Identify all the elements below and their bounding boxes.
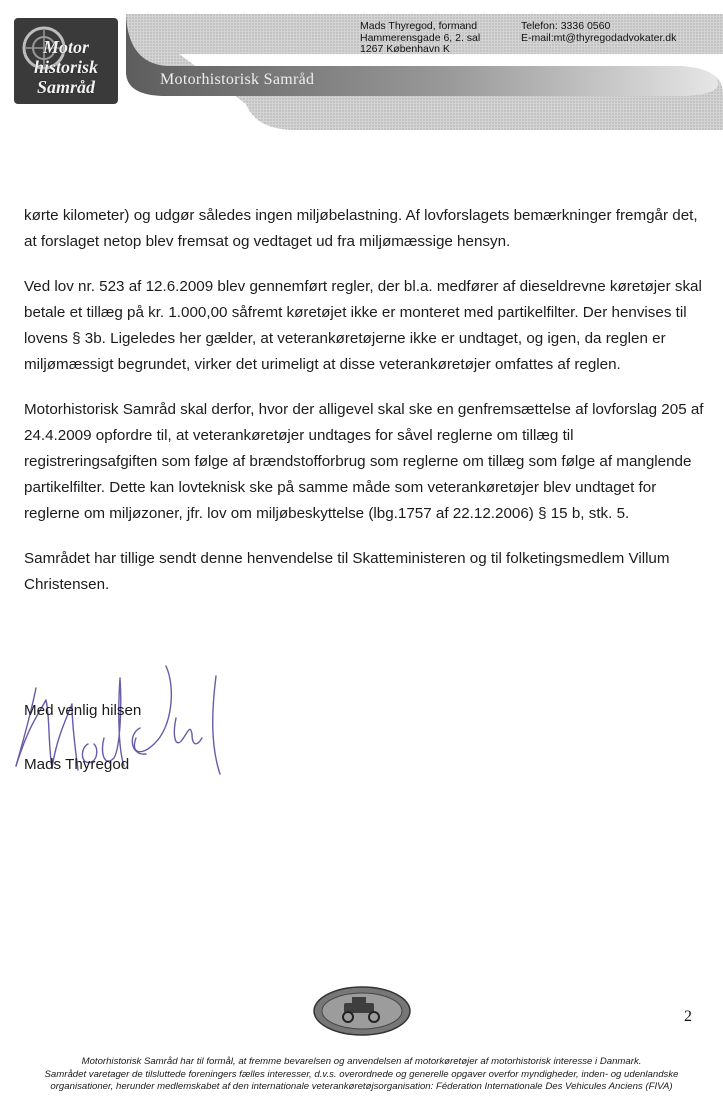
paragraph-2: Ved lov nr. 523 af 12.6.2009 blev gennemført regler, der bl.a. medfører af dieseldrevne køretøjer skal betale et tillæg på kr. 1.000,00 såfremt køretøjet ikke er monteret med partikelfilter. Der henvises til lovens § 3b. Ligeledes her gælder, at veterankøretøjerne ikke er undtaget, og igen, da reglen er miljømæssigt begrundet, virker det urimeligt at disse veterankøretøjer omfattes af reglen. bbox=[24, 278, 702, 373]
logo-text-line-3: Samråd bbox=[36, 77, 96, 97]
contact-address-block bbox=[360, 21, 480, 56]
closing-salutation: Med venlig hilsen bbox=[24, 702, 142, 719]
banner-title: Motorhistorisk Samråd bbox=[160, 71, 315, 88]
paragraph-4: Samrådet har tillige sendt denne henvendelse til Skatteministeren og til folketingsmedlem Villum Christensen. bbox=[24, 550, 670, 593]
footer-line-1: Motorhistorisk Samråd har til formål, at fremme bevarelsen og anvendelsen af motorkøretøjer af motorhistorisk interesse i Danmark. bbox=[81, 1056, 642, 1067]
signer-name: Mads Thyregod bbox=[24, 756, 130, 773]
paragraph-1: kørte kilometer) og udgør således ingen miljøbelastning. Af lovforslagets bemærkninger fremgår det, at forslaget netop blev fremsat og vedtaget ud fra miljømæssige hensyn. bbox=[24, 207, 698, 250]
footer-statement bbox=[20, 1056, 703, 1094]
contact-street: Hammerensgade 6, 2. sal bbox=[360, 31, 481, 44]
logo-text-line-2: historisk bbox=[33, 57, 99, 77]
contact-phone-block bbox=[521, 21, 676, 44]
paragraph-3: Motorhistorisk Samråd skal derfor, hvor der alligevel skal ske en genfremsættelse af lovforslag 205 af 24.4.2009 opfordre til, at veterankøretøjer undtages for såvel reglerne om tillæg til registreringsafgiften som følge af brændstofforbrug som reglerne om tillæg som følge af manglende partikelfilter. Dette kan lovteknisk ske på samme måde som veterankøretøjer blev undtaget for reglerne om miljøzoner, jfr. lov om miljøbeskyttelse (lbg.1757 af 22.12.2006) § 15 b, stk. 5. bbox=[24, 401, 704, 522]
contact-email: E-mail:mt@thyregodadvokater.dk bbox=[521, 31, 677, 44]
veteran-car-emblem-icon bbox=[312, 985, 412, 1042]
contact-city: 1267 København K bbox=[360, 43, 450, 55]
contact-name: Mads Thyregod, formand bbox=[360, 20, 478, 32]
contact-phone: Telefon: 3336 0560 bbox=[521, 20, 611, 32]
logo-text-line-1: Motor bbox=[42, 37, 89, 57]
footer-line-3: organisationer, herunder medlemskabet af den internationale veterankøretøjsorganisation: Féderation Internationale Des Vehicules Anciens (FIVA) bbox=[50, 1081, 673, 1092]
letter-body bbox=[24, 203, 704, 617]
footer-line-2: Samrådet varetager de tilsluttede foreningers fælles interesser, d.v.s. overordnede og generelle opgaver overfor myndigheder, inden- og udenlandske bbox=[44, 1068, 679, 1080]
organization-logo bbox=[14, 18, 118, 104]
page-number: 2 bbox=[684, 1008, 692, 1025]
